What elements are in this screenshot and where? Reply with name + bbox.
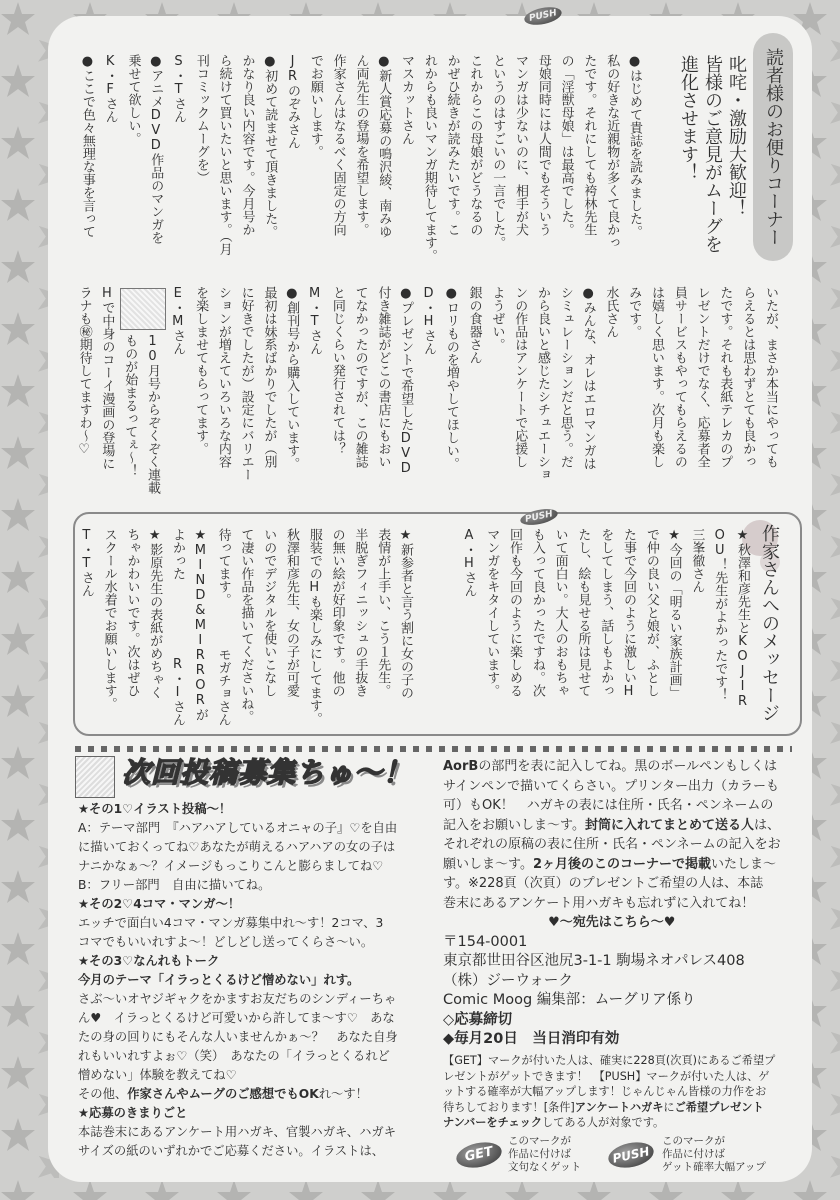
text-line — [78, 1066, 398, 1085]
letter-text: 付き雑誌がどこの書店にもおい — [375, 286, 391, 468]
text-line — [443, 835, 781, 855]
text-line — [78, 971, 398, 990]
author-signature: T・Tさん — [78, 528, 94, 597]
text-segment: 封筒に入れてまとめて送る人 — [584, 817, 754, 833]
text-column — [530, 286, 553, 506]
text-line — [78, 1009, 398, 1028]
text-column — [439, 286, 462, 506]
signature-column — [165, 286, 188, 506]
text-segment: ナンバーをチェック — [443, 1116, 543, 1129]
text-line — [78, 819, 398, 838]
push-mark-icon: PUSH — [523, 4, 563, 28]
letter-text: ●みんな、オレはエロマンガは — [580, 286, 596, 470]
letter-text: ん両先生の登場を希望します。 — [353, 54, 369, 236]
text-column — [279, 286, 302, 506]
text-segment: ★応募のきまりごと — [78, 1106, 188, 1120]
headline-line: 皆様のご意見がムーグを — [702, 55, 723, 253]
text-column — [117, 286, 140, 506]
text-column — [279, 528, 302, 726]
author-signature: 三峯徹さん — [689, 528, 705, 593]
letter-text: の無い絵が好印象です。他の — [329, 528, 345, 697]
text-column — [302, 528, 325, 726]
text-column — [485, 54, 508, 268]
get-mark-icon: GET — [454, 1138, 504, 1171]
text-column — [690, 286, 713, 506]
letter-text: 作家さんはなるべく固定の方向 — [330, 54, 346, 236]
letter-text: シミュレーションだと思う。だ — [557, 286, 573, 468]
text-line — [78, 914, 398, 933]
text-segment: 作家さんやムーグのご感想でもOK — [127, 1087, 319, 1101]
signature-column — [302, 286, 325, 506]
text-segment: ご希望プレゼント — [674, 1100, 764, 1114]
note-line: 作品に付けば — [662, 1148, 725, 1160]
letter-text: ●ここで色々無理な事を言って — [79, 54, 95, 238]
submission-rules-left — [78, 800, 398, 1161]
text-line — [78, 952, 398, 971]
letter-text: 10月号からぞくぞく連載 — [145, 334, 160, 494]
letter-text: の「淫獣母娘」は最高でした。 — [558, 54, 574, 236]
letter-text: ら続けて買いたいと思います。（月 — [216, 54, 232, 256]
text-segment: それぞれの原稿の表に住所・氏名・ペンネームの記入をお — [443, 837, 781, 852]
text-line — [78, 990, 398, 1009]
deadline-label: ◇応募締切 — [443, 1011, 513, 1028]
text-column — [502, 528, 525, 726]
text-column — [370, 528, 393, 726]
text-column — [393, 528, 416, 726]
text-segment: エッチで面白い4コマ・マンガ募集中れ～す！2コマ、3 — [78, 916, 384, 930]
author-signature: K・Fさん — [102, 54, 118, 123]
text-column — [463, 54, 486, 268]
text-segment: れ～す！ — [318, 1087, 368, 1101]
text-segment: たの身の回りにもそんな人いませんかぁ～？ あなた自身 — [78, 1030, 398, 1044]
letter-text: ンの作品はアンケートで応援し — [512, 286, 528, 468]
text-segment: ナニかなぁ～？イメージもっこりこんと膨らましてね♡ — [78, 859, 384, 873]
text-column — [234, 528, 257, 726]
text-line — [78, 1047, 398, 1066]
text-column — [593, 528, 616, 726]
text-column — [662, 528, 685, 726]
letter-text: れからも良いマンガ期待してます。 — [421, 54, 437, 262]
note-line: このマークが — [662, 1135, 725, 1147]
letter-text: 母娘同時には人間でもそういう — [535, 54, 551, 236]
text-column — [644, 286, 667, 506]
letter-text: ●アニメDVD作品のマンガを — [148, 54, 164, 244]
text-column — [234, 286, 257, 506]
text-line — [78, 1085, 398, 1104]
text-column — [639, 528, 662, 726]
author-signature: M・Tさん — [307, 286, 323, 355]
text-column — [507, 286, 530, 506]
letter-text: 最初は妹系ばかりでしたが（別 — [261, 286, 277, 468]
text-column — [212, 54, 235, 268]
letter-text: Hで中身のコーイ漫画の登場に — [99, 286, 115, 470]
text-column — [257, 286, 280, 506]
letter-text: てなかったのですが、この雑誌 — [352, 286, 368, 468]
text-column — [235, 54, 258, 268]
text-column — [621, 286, 644, 506]
text-line — [443, 816, 781, 836]
text-line — [443, 757, 781, 777]
note-line: このマークが — [508, 1135, 571, 1147]
text-column — [713, 286, 736, 506]
push-mark-icon: PUSH — [606, 1138, 656, 1171]
text-column — [143, 54, 166, 268]
text-line — [78, 1142, 398, 1161]
letter-text: スクール水着でお願いします。 — [101, 528, 117, 710]
letter-text: をしてしまう、話しもよかっ — [598, 528, 614, 697]
mark-notes — [443, 1053, 775, 1131]
text-column — [440, 54, 463, 268]
text-line — [443, 1100, 775, 1116]
text-segment: ★その2♡4コマ・マンガ～！ — [78, 897, 241, 911]
letter-text: 私の好きな近親物が多くて良かっ — [604, 54, 620, 249]
text-column — [189, 54, 212, 268]
text-line — [443, 1084, 775, 1100]
note-line: 作品に付けば — [508, 1148, 571, 1160]
text-segment: す。※228頁（次頁）のプレゼントご希望の人は、本誌 — [443, 876, 764, 891]
text-column — [211, 286, 234, 506]
author-signature: D・Hさん — [421, 286, 437, 355]
text-segment: サインペンで描いてくらさい。プリンター出力（カラーも — [443, 778, 780, 794]
text-column — [616, 528, 639, 726]
text-segment: れもいいれすよぉ♡（笑） あなたの「イラっとくるれど — [78, 1049, 390, 1063]
letter-text: レゼントだけでなく、応募者全 — [694, 286, 710, 468]
text-column — [508, 54, 531, 268]
letter-text: に好きでしたが）設定にバリエー — [238, 286, 254, 481]
text-column — [121, 54, 144, 268]
letter-text: いたが、まさか本当にやっても — [763, 286, 778, 468]
text-column — [485, 286, 508, 506]
text-line — [78, 933, 398, 952]
text-line — [443, 1069, 775, 1085]
letter-text: OU！先生がよかったです！ — [712, 528, 728, 701]
letter-text: 乗せて欲しい。 — [125, 54, 141, 145]
text-segment: ん♥ イラっとくるけど可愛いから許してま～す♡ あな — [78, 1011, 395, 1025]
text-line — [443, 855, 781, 875]
text-column — [371, 54, 394, 268]
letter-text: マンガをキタイしています。 — [484, 528, 500, 697]
text-segment: その他、 — [78, 1087, 128, 1101]
text-column — [554, 54, 577, 268]
submission-title: 次回投稿募集ちゅ～！ — [122, 756, 413, 789]
letter-text: も入って良かったですね。次 — [529, 528, 545, 697]
note-line: 文句なくゲット — [508, 1161, 582, 1173]
signature-column — [462, 286, 485, 506]
letter-text: 員サービスもやってもらえるの — [671, 286, 687, 468]
letter-text: 表情が上手い、こう１先生。 — [375, 528, 391, 697]
letter-text: ★影原先生の表紙がめちゃく — [147, 528, 163, 699]
text-line — [78, 857, 398, 876]
text-column — [577, 54, 600, 268]
letter-text: たです。それも表紙テレカのプ — [717, 286, 733, 468]
letter-text: というのはすごいの一言でした。 — [490, 54, 506, 249]
text-column — [303, 54, 326, 268]
text-column — [371, 286, 394, 506]
author-signature: E・Mさん — [170, 286, 186, 355]
text-segment: は、 — [753, 817, 780, 833]
text-column — [393, 286, 416, 506]
text-line — [443, 874, 781, 894]
letter-text: これからこの母娘がどうなるの — [467, 54, 483, 236]
letter-text: ちゃかわいいです。次はぜひ — [124, 528, 140, 697]
text-segment: レゼントがゲットできます！ 【PUSH】マークが付いた人は、ゲ — [443, 1069, 770, 1083]
text-segment: コマでもいいれすよ～！どしどし送ってくらさ～い。 — [78, 935, 374, 949]
text-line — [443, 1115, 775, 1131]
author-signature: マスカットさん — [399, 54, 415, 145]
letter-text: ★MIND&MIRRORが — [192, 528, 208, 721]
text-segment: 今月のテーマ「イラっとくるけど憎めない」れす。 — [78, 973, 360, 987]
letter-text: て凄い作品を描いてくださいね。 — [238, 528, 254, 723]
reader-letters-row-2 — [165, 286, 781, 506]
letter-text: 服装でのHも楽しみにしてます。 — [306, 528, 322, 725]
text-column — [735, 286, 758, 506]
text-column — [531, 54, 554, 268]
text-segment: ットする確率が大幅アップします！じゃんじゃん皆様の力作をお — [443, 1085, 767, 1098]
letter-text: かぜひ続きが読みたいです。こ — [444, 54, 460, 236]
letter-text: たし、絵も見せる所は見せて — [575, 528, 591, 697]
text-segment: の部門を表に記入してね。黒のボールペンもしくは — [478, 759, 778, 774]
rules-text — [443, 757, 781, 913]
text-line — [443, 1053, 775, 1069]
letter-text: ●創刊号から購入しています。 — [284, 286, 300, 470]
get-mark-note — [508, 1135, 581, 1174]
letter-text: 刊コミックムーグを） — [193, 54, 209, 184]
text-column — [599, 54, 622, 268]
character-icon — [75, 756, 115, 798]
signature-column — [416, 286, 439, 506]
text-segment: アンケートハガキ — [574, 1100, 664, 1114]
headline-line: 叱咤・激励大歓迎！ — [726, 55, 747, 217]
editor-reply — [71, 286, 163, 506]
letter-text: ラナも㊙期待してますわ～♡ — [76, 286, 92, 457]
letter-text: で仲の良い父と娘が、ふとし — [643, 528, 659, 697]
text-column — [348, 286, 371, 506]
text-line — [78, 876, 398, 895]
letter-text: から良いと感じたシチュエーショ — [535, 286, 551, 481]
reader-letters-row-1 — [75, 54, 645, 268]
text-column — [622, 54, 645, 268]
letter-text: ●プレゼントで希望したDVD — [398, 286, 414, 476]
text-segment: に描いておくってね♡あなたが萌えるハアハアの女の子は — [78, 840, 396, 854]
letter-text: いて面白い。大人のおもちゃ — [552, 528, 568, 697]
text-column — [326, 54, 349, 268]
signature-column — [98, 54, 121, 268]
address-heading: ♥～宛先はこちら～♥ — [548, 915, 676, 930]
reader-corner-title-pill — [753, 33, 793, 261]
text-line — [78, 1123, 398, 1142]
text-column — [548, 528, 571, 726]
text-segment: B：フリー部門 自由に描いてね。 — [78, 878, 271, 892]
letter-text: ションが増えていろいろな内容 — [215, 286, 231, 468]
text-segment: してある人が対象です。 — [542, 1116, 665, 1129]
text-column — [479, 528, 502, 726]
text-column — [348, 528, 371, 726]
letter-text: 待ってます。 — [215, 528, 231, 606]
text-column — [256, 528, 279, 726]
signature-column — [74, 528, 97, 726]
text-column — [165, 528, 188, 726]
signature-column — [166, 54, 189, 268]
text-segment: ★その1♡イラスト投稿～！ — [78, 802, 232, 816]
signature-column — [599, 286, 622, 506]
text-segment: AorB — [443, 759, 479, 774]
department: Comic Moog 編集部：ムーグリア係り — [443, 992, 696, 1008]
letter-text: かなり良い内容です。今月号か — [239, 54, 255, 236]
text-column — [525, 528, 548, 726]
text-line — [78, 800, 398, 819]
letter-text: た事で今回のように激しいH — [621, 528, 637, 699]
text-line — [78, 838, 398, 857]
author-signature: S・Tさん — [171, 54, 187, 123]
text-column — [325, 528, 348, 726]
submission-rules-right — [443, 757, 781, 1050]
text-line — [78, 1104, 398, 1123]
text-column — [758, 286, 781, 506]
letter-text: みです。 — [626, 286, 642, 338]
text-column — [576, 286, 599, 506]
letter-text: ●新人賞応募の鳴沢綾、南みゆ — [376, 54, 392, 238]
text-column — [730, 528, 753, 726]
text-column — [553, 286, 576, 506]
text-line — [78, 1028, 398, 1047]
text-segment: A：テーマ部門 『ハアハアしているオニャの子』♡を自由 — [78, 821, 398, 835]
text-segment: 待ちしております！[条件] — [443, 1100, 575, 1114]
letter-text: ★新参者と言う割に女の子の — [398, 528, 413, 699]
letter-text: ようぜい。 — [489, 286, 505, 351]
text-column — [75, 54, 98, 268]
author-signature: JRのぞみさん — [285, 54, 301, 149]
letter-text: と同じくらい発行されては？ — [329, 286, 345, 455]
author-signature: モガチョさん — [215, 648, 231, 726]
letter-text: いのでデジタルを使いこなし — [261, 528, 277, 697]
text-column — [349, 54, 372, 268]
note-line: ゲット確率大幅アップ — [662, 1161, 766, 1173]
letter-text: ●初めて読ませて頂きました。 — [262, 54, 278, 238]
text-column — [72, 286, 95, 506]
text-column — [142, 528, 165, 726]
letter-text: 回作も今回のように楽しめる — [507, 528, 523, 697]
text-segment: 本誌巻末にあるアンケート用ハガキ、官製ハガキ、ハガキ — [78, 1125, 396, 1139]
text-line — [78, 895, 398, 914]
author-signature: 銀の食器さん — [466, 286, 482, 364]
address: 東京都世田谷区池尻3-1-1 駒場ネオパレス408 — [443, 953, 745, 969]
text-segment: 憎めない」体験を教えてね♡ — [78, 1068, 237, 1082]
text-line — [443, 796, 781, 816]
signature-column — [457, 528, 480, 726]
headline-line: 進化させます！ — [678, 55, 699, 181]
dotted-divider — [75, 746, 792, 752]
text-column — [188, 286, 211, 506]
letter-text: ★今回の「明るい家族計画」 — [666, 528, 682, 699]
text-column — [325, 286, 348, 506]
text-segment: 可）もOK！ ハガキの表には住所・氏名・ペンネームの — [443, 798, 774, 813]
text-segment: 願いしま～す。 — [443, 856, 533, 872]
text-line — [443, 894, 781, 914]
letter-text: 半脱ぎフィニッシュの手抜き — [352, 528, 368, 697]
reader-corner-headline — [676, 55, 748, 260]
text-segment: ★その3♡なんれもトーク — [78, 954, 220, 968]
text-column — [95, 286, 118, 506]
text-column — [188, 528, 211, 726]
letter-text: ものが始まるってぇ～！ — [122, 334, 138, 477]
text-segment: 巻末にあるアンケート用ハガキも忘れずに入れてね！ — [443, 895, 755, 911]
push-mark-icon: PUSH — [519, 506, 559, 528]
signature-column — [280, 54, 303, 268]
text-segment: いたしま～ — [711, 856, 777, 872]
author-signature: A・Hさん — [461, 528, 477, 597]
reader-corner-title: 読者様のお便りコーナー — [763, 48, 784, 246]
signature-column — [394, 54, 417, 268]
text-segment: サイズの紙のいずれかでご応募ください。イラストは、 — [78, 1144, 385, 1158]
author-signature: 水氏さん — [603, 286, 619, 338]
letter-text: 秋澤和彦先生、女の子が可愛 — [284, 528, 300, 697]
text-segment: 記入をお願いしま～す。 — [443, 817, 585, 833]
company: （株）ジーウォーク — [443, 972, 573, 989]
text-column — [140, 286, 163, 506]
letter-text: たです。それにしても袴林先生 — [581, 54, 597, 236]
text-column — [97, 528, 120, 726]
letter-text: よかった — [170, 528, 186, 580]
text-column — [417, 54, 440, 268]
text-segment: 【GET】マークが付いた人は、確実に228頁(次頁)にあるご希望プ — [443, 1054, 776, 1067]
text-segment: さぶ～いオヤジギャクをかますお友だちのシンディーちゃ — [78, 992, 397, 1006]
push-mark-note — [662, 1135, 766, 1174]
letter-text: ★秋澤和彦先生とKOJIR — [735, 528, 750, 709]
text-column — [120, 528, 143, 726]
text-column — [257, 54, 280, 268]
text-segment: に — [663, 1100, 675, 1114]
letter-text: ●はじめて貴誌を読みました。 — [627, 54, 642, 238]
author-signature: R・Iさん — [170, 657, 186, 726]
artist-messages-right — [453, 528, 753, 726]
artist-messages-left — [71, 528, 416, 726]
text-line — [443, 777, 781, 797]
text-column — [667, 286, 690, 506]
letter-text: でお願いします。 — [307, 54, 323, 158]
text-segment: 2ヶ月後のこのコーナーで掲載 — [532, 856, 712, 872]
artist-messages-title: 作家さんへのメッセージ — [759, 524, 780, 722]
letter-text: は嬉しく思います。次月も楽し — [649, 286, 665, 468]
letter-text: マンガは少ないのに、相手が犬 — [513, 54, 529, 236]
text-column — [211, 528, 234, 726]
letter-text: ●ロリものを増やしてほしい。 — [443, 286, 459, 470]
text-column — [707, 528, 730, 726]
signature-column — [685, 528, 708, 726]
letter-text: らえるとは思わずとても良かっ — [740, 286, 756, 468]
letter-text: を楽しませてもらってます。 — [193, 286, 209, 455]
text-column — [571, 528, 594, 726]
deadline: ◆毎月20日 当日消印有効 — [443, 1031, 620, 1047]
postal-code: 〒154-0001 — [443, 933, 528, 950]
